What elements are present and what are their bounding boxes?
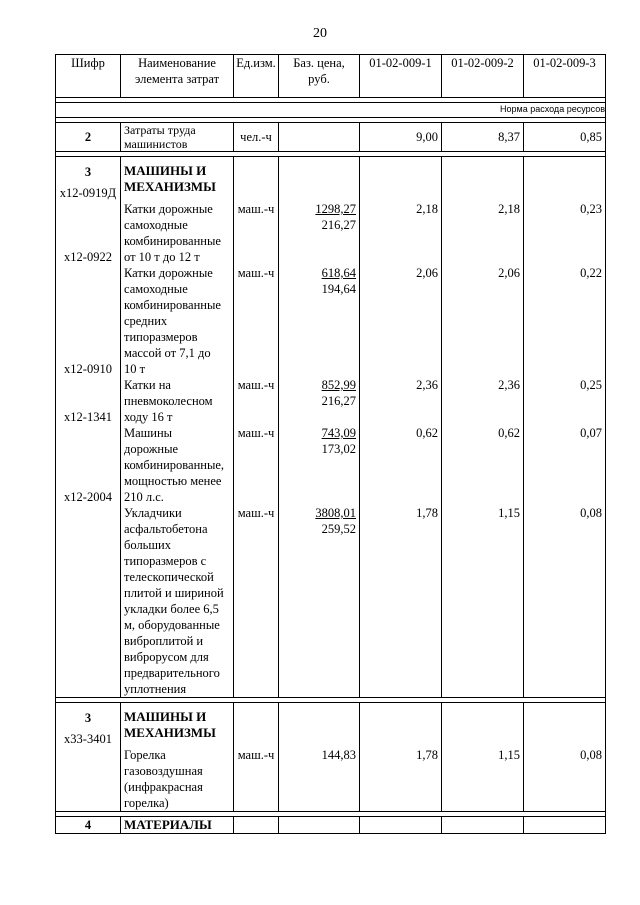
- section-3a-codes: [56, 157, 121, 698]
- row-4-code: х12-1341: [64, 410, 112, 424]
- section-3b-col1: 1,78: [360, 703, 442, 812]
- section-2-v2: 8,37: [442, 123, 524, 152]
- section-3a-title-1: МАШИНЫ И: [124, 163, 207, 178]
- header-col3: 01-02-009-3: [524, 55, 606, 98]
- norm-label: Норма расхода ресурсов: [56, 103, 606, 118]
- section-4-col3: [524, 817, 606, 834]
- section-2-code: 2: [56, 123, 121, 152]
- section-3b-names: МАШИНЫ И МЕХАНИЗМЫ Горелка газовоздушная (инфракрасная горелка): [121, 703, 234, 812]
- section-3a-number: 3: [84, 165, 92, 179]
- section-4-price: [279, 817, 360, 834]
- section-4-number: 4: [56, 817, 121, 834]
- section-3b-unit: маш.-ч: [234, 703, 279, 812]
- section-3b-col3: 0,08: [524, 703, 606, 812]
- section-3b-number: 3: [84, 711, 92, 725]
- section-4-col2: [442, 817, 524, 834]
- table-header-row: [56, 55, 606, 98]
- section-3a-col3: 0,23 0,22 0,25 0,07 0,08: [524, 157, 606, 698]
- row-1-code: х12-0919Д: [59, 186, 117, 200]
- section-3a-title-2: МЕХАНИЗМЫ: [124, 179, 216, 194]
- section-2-v3: 0,85: [524, 123, 606, 152]
- row-2-price-bottom: 194,64: [321, 282, 356, 296]
- section-3b-col2: 1,15: [442, 703, 524, 812]
- row-3-code: х12-0910: [64, 362, 112, 376]
- section-3a-col2: 2,18 2,06 2,36 0,62 1,15: [442, 157, 524, 698]
- section-3b-codes: [56, 703, 121, 812]
- section-3a-col1: 2,18 2,06 2,36 0,62 1,78: [360, 157, 442, 698]
- row-3-price-bottom: 216,27: [321, 394, 356, 408]
- section-3b-block: [56, 703, 606, 812]
- row-5-code: х12-2004: [64, 490, 112, 504]
- row-5-price-top: 3808,01: [315, 506, 356, 520]
- section-2-row: [56, 123, 606, 152]
- row-5-price-bottom: 259,52: [321, 522, 356, 536]
- section-3a-units: маш.-ч маш.-ч маш.-ч маш.-ч маш.-ч: [234, 157, 279, 698]
- row-4-price-bottom: 173,02: [321, 442, 356, 456]
- section-3a-block: [56, 157, 606, 698]
- section-2-unit: чел.-ч: [234, 123, 279, 152]
- header-name: Наименование элемента затрат: [121, 55, 234, 98]
- header-price: Баз. цена, руб.: [279, 55, 360, 98]
- section-4-title: МАТЕРИАЛЫ: [121, 817, 234, 834]
- header-code: Шифр: [56, 55, 121, 98]
- row-6-code: х33-3401: [64, 732, 112, 746]
- section-3a-prices: [279, 157, 360, 698]
- norm-row: [56, 103, 606, 118]
- row-3-price-top: 852,99: [321, 378, 356, 392]
- section-2-name: Затраты труда машинистов: [121, 123, 234, 152]
- resource-table: [55, 54, 606, 834]
- header-col2: 01-02-009-2: [442, 55, 524, 98]
- section-4-unit: [234, 817, 279, 834]
- row-1-price-bottom: 216,27: [321, 218, 356, 232]
- page-number: 20: [313, 26, 327, 41]
- section-4-col1: [360, 817, 442, 834]
- section-4-row: [56, 817, 606, 834]
- section-2-price: [279, 123, 360, 152]
- header-col1: 01-02-009-1: [360, 55, 442, 98]
- header-unit: Ед.изм.: [234, 55, 279, 98]
- section-3b-price: 144,83: [279, 703, 360, 812]
- row-2-price-top: 618,64: [321, 266, 356, 280]
- row-2-code: х12-0922: [64, 250, 112, 264]
- row-1-price-top: 1298,27: [315, 202, 356, 216]
- section-2-v1: 9,00: [360, 123, 442, 152]
- row-4-price-top: 743,09: [321, 426, 356, 440]
- section-3a-names: МАШИНЫ И МЕХАНИЗМЫ Катки дорожные самоходные комбинированные от 10 т до 12 т Катки дорожные самоходные комбинированные средних типоразмеров массой от 7,1 до 10 т Катки на пневмоколесном ходу 16 т Машины дорожные комбинированные, мощностью менее 210 л.с. Укладчики асфальтобетона больших типоразмеров с телескопической плитой и шириной укладки более 6,5 м, оборудованные виброплитой и виброрусом для предварительного уплотнения: [121, 157, 234, 698]
